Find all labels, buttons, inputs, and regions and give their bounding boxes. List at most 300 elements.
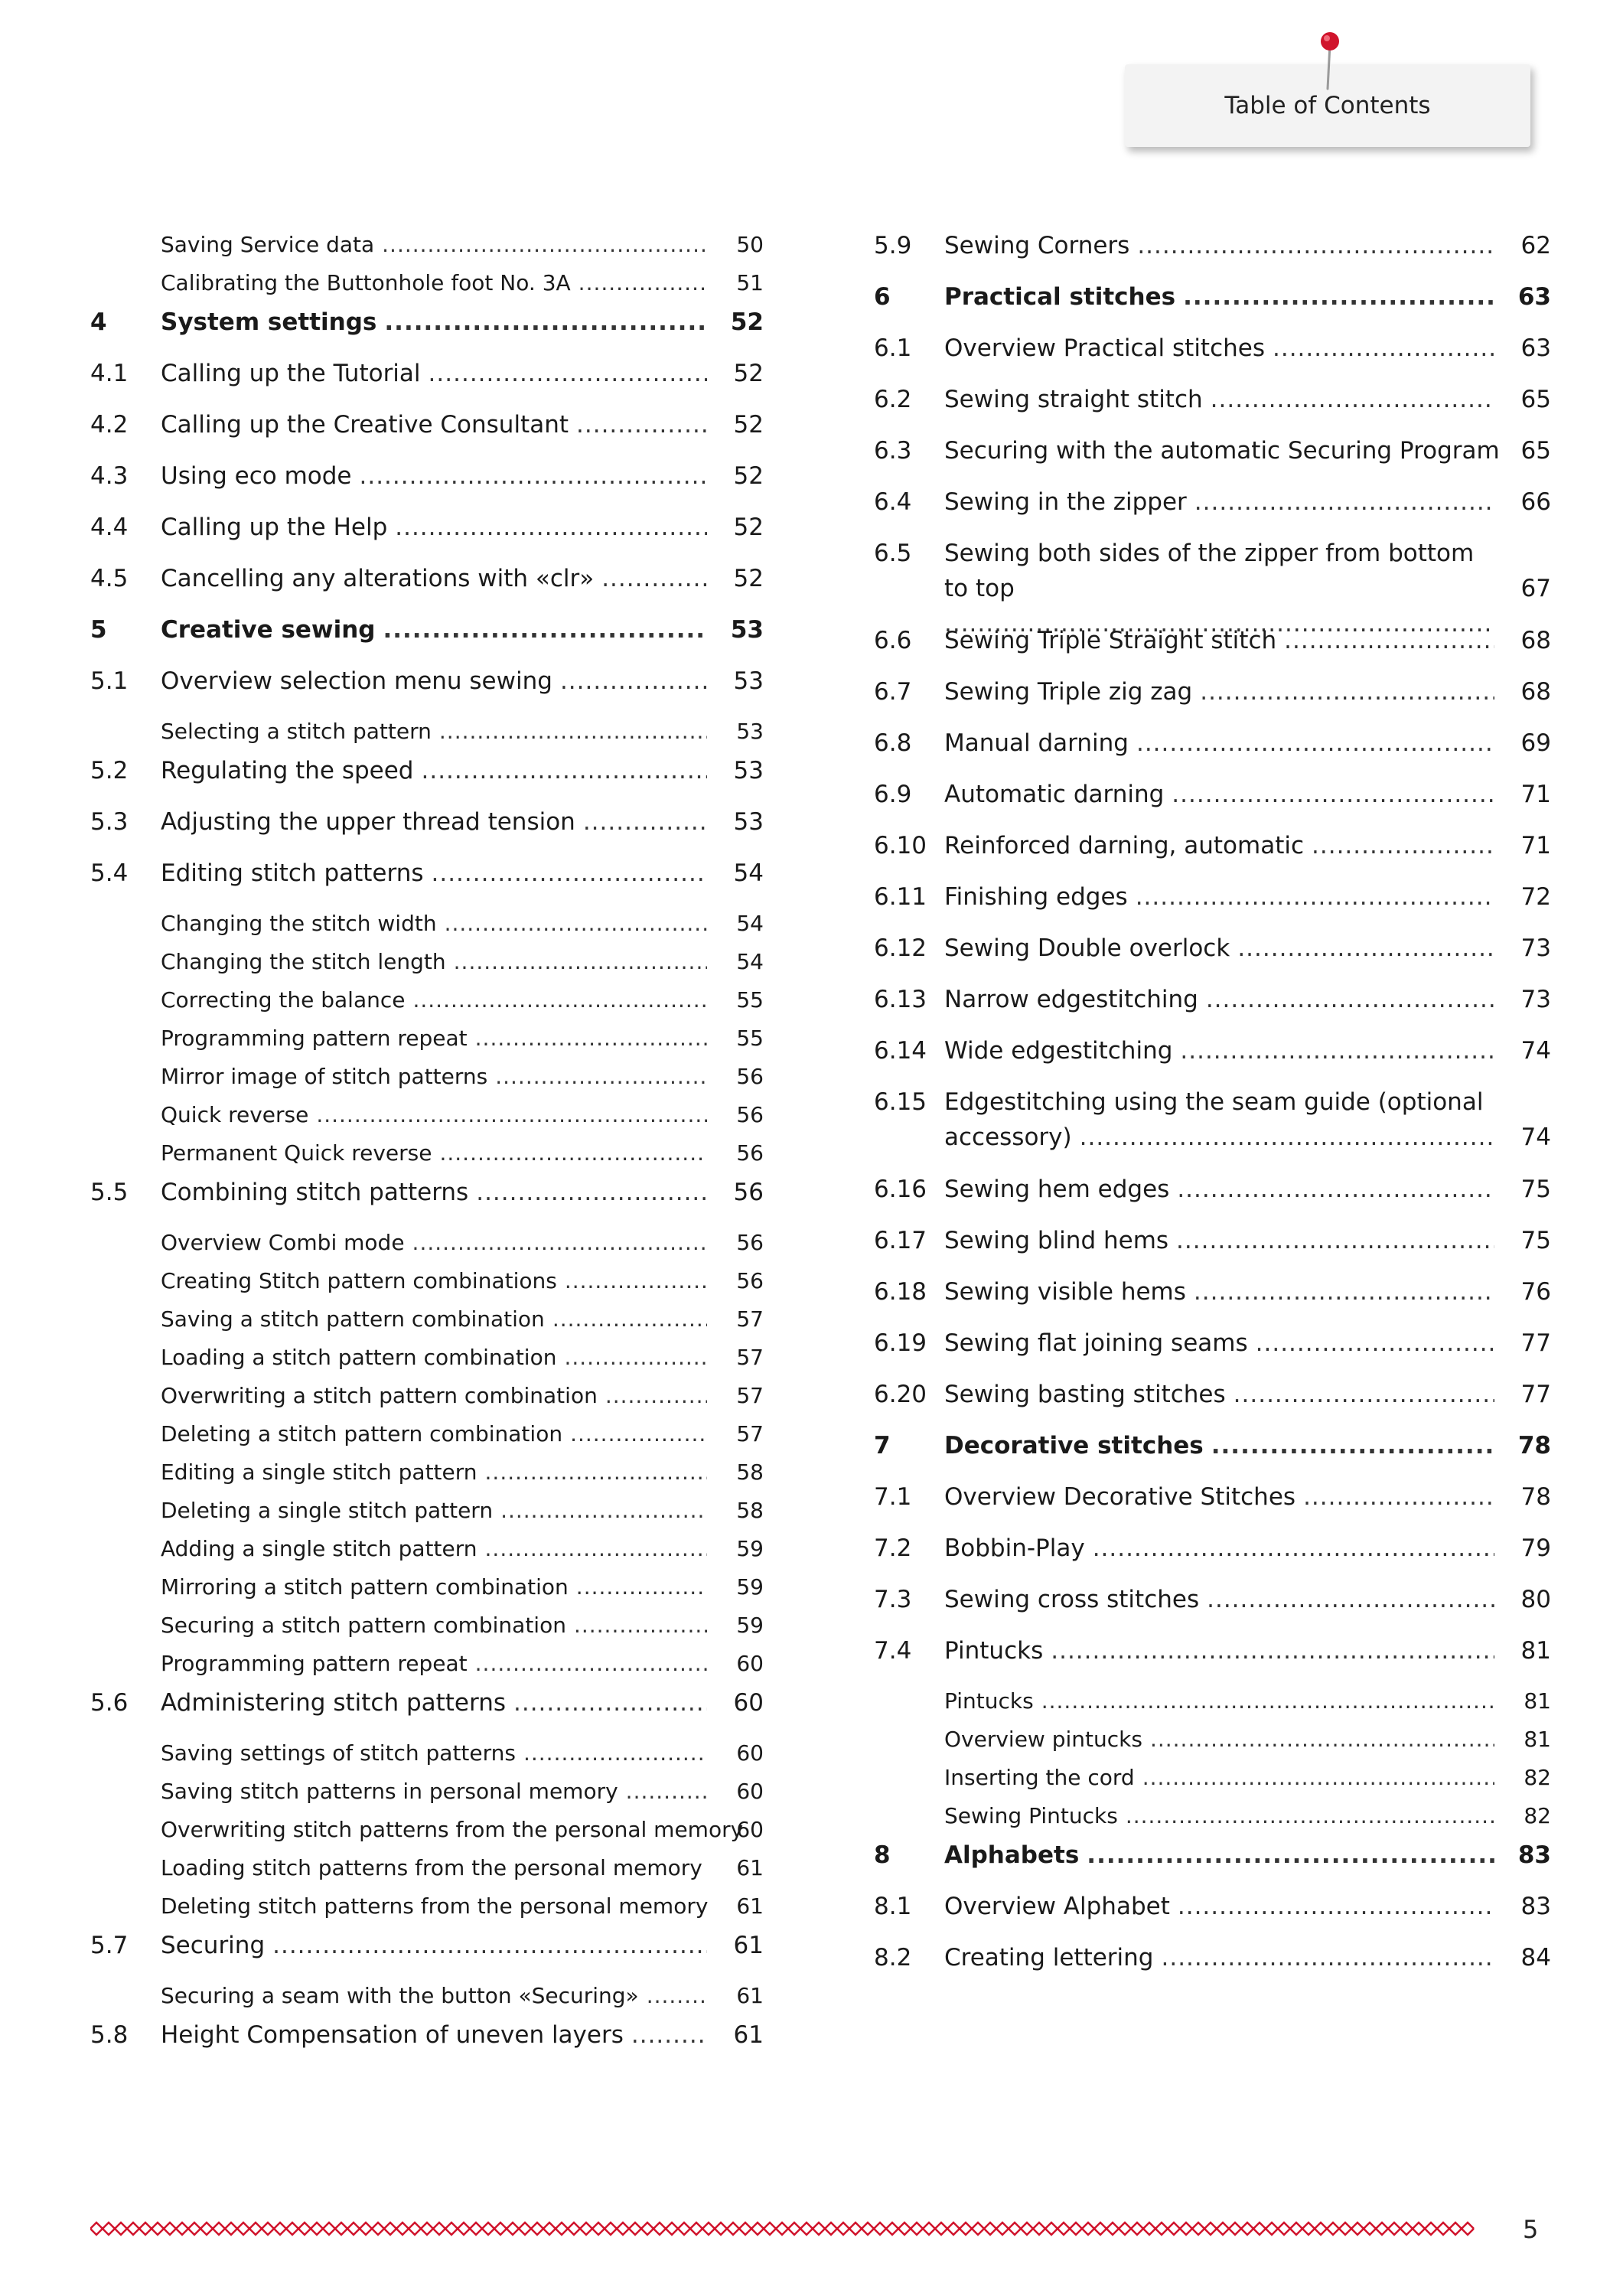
toc-entry[interactable] — [90, 612, 764, 664]
toc-entry-title: Selecting a stitch pattern — [161, 719, 432, 744]
toc-entry-page: 80 — [1520, 1586, 1551, 1613]
toc-entry-page: 68 — [1520, 627, 1551, 654]
toc-entry-page: 53 — [736, 719, 764, 744]
dot-leader — [1177, 1172, 1494, 1207]
toc-entry-page: 53 — [733, 757, 764, 784]
stitch-line-lower — [90, 2229, 1474, 2235]
dot-leader — [384, 305, 707, 340]
decorative-stitch-border — [90, 2219, 1475, 2238]
dot-leader — [1142, 1761, 1494, 1795]
toc-entry[interactable] — [874, 879, 1551, 931]
toc-entry[interactable] — [90, 510, 764, 561]
toc-entry[interactable] — [90, 1851, 764, 1890]
dot-leader — [605, 1379, 707, 1413]
toc-entry-title: Saving Service data — [161, 232, 375, 257]
toc-entry-title: Creating Stitch pattern combinations — [161, 1268, 557, 1293]
toc-entry-page: 82 — [1524, 1765, 1551, 1790]
toc-entry-page: 61 — [733, 1932, 764, 1959]
toc-entry-number: 4.2 — [90, 411, 129, 439]
toc-entry-title: Using eco mode — [161, 462, 352, 490]
toc-entry-page: 78 — [1520, 1483, 1551, 1511]
toc-entry-page: 77 — [1520, 1381, 1551, 1408]
toc-entry-title: Cancelling any alterations with «clr» — [161, 565, 595, 592]
toc-entry-title: Programming pattern repeat — [161, 1651, 468, 1676]
dot-leader — [523, 1737, 707, 1770]
toc-entry-page: 52 — [733, 360, 764, 387]
dot-leader — [1206, 982, 1494, 1017]
toc-entry-page: 55 — [736, 987, 764, 1013]
dot-leader — [1172, 777, 1494, 812]
toc-entry-title: Alphabets — [944, 1841, 1080, 1869]
toc-entry-title: Loading a stitch pattern combination — [161, 1345, 557, 1370]
toc-entry[interactable] — [90, 1226, 764, 1264]
dot-leader — [445, 907, 707, 941]
dot-leader — [1200, 674, 1494, 709]
toc-entry-page: 60 — [736, 1779, 764, 1804]
toc-entry[interactable] — [90, 1813, 764, 1851]
dot-leader — [576, 1570, 707, 1604]
dot-leader — [1126, 1799, 1494, 1833]
dot-leader — [412, 983, 707, 1017]
dot-leader — [1136, 879, 1494, 915]
toc-entry-number: 6.19 — [874, 1329, 927, 1357]
toc-entry[interactable] — [90, 1775, 764, 1813]
toc-entry-number: 6.8 — [874, 729, 912, 757]
toc-entry-page: 83 — [1517, 1841, 1551, 1869]
toc-entry-page: 63 — [1517, 283, 1551, 311]
dot-leader — [1161, 1940, 1494, 1975]
toc-entry-title: Automatic darning — [944, 781, 1165, 808]
toc-entry-page: 83 — [1520, 1893, 1551, 1920]
toc-entry-number: 6.13 — [874, 986, 927, 1013]
toc-entry-number: 6.11 — [874, 883, 927, 911]
toc-entry-page: 79 — [1520, 1534, 1551, 1562]
dot-leader — [485, 1532, 707, 1566]
toc-entry[interactable] — [90, 228, 764, 266]
toc-entry[interactable] — [874, 1531, 1551, 1582]
toc-entry-number: 6.18 — [874, 1278, 927, 1306]
toc-entry-title: Overview Combi mode — [161, 1230, 405, 1255]
toc-entry[interactable] — [874, 1633, 1551, 1684]
toc-entry[interactable] — [90, 1647, 764, 1685]
toc-entry-page: 59 — [736, 1574, 764, 1600]
toc-entry-page: 59 — [736, 1613, 764, 1638]
dot-leader — [1211, 382, 1494, 417]
toc-entry-number: 6.2 — [874, 386, 912, 413]
toc-entry[interactable] — [90, 1417, 764, 1456]
toc-entry-page: 73 — [1520, 934, 1551, 962]
dot-leader — [1234, 1377, 1494, 1412]
toc-entry[interactable] — [874, 382, 1551, 433]
toc-entry[interactable] — [90, 1494, 764, 1532]
toc-entry[interactable] — [90, 356, 764, 407]
toc-entry-title: Calling up the Creative Consultant — [161, 411, 569, 439]
toc-entry-title: Changing the stitch length — [161, 949, 446, 974]
toc-entry-page: 52 — [733, 411, 764, 439]
toc-entry-title: Overview Alphabet — [944, 1893, 1170, 1920]
toc-entry-title: Overwriting a stitch pattern combination — [161, 1383, 598, 1408]
toc-entry-number: 8 — [874, 1841, 891, 1869]
toc-entry-page: 65 — [1520, 386, 1551, 413]
toc-entry[interactable] — [874, 1084, 1551, 1172]
toc-entry-title: Permanent Quick reverse — [161, 1140, 432, 1166]
toc-entry[interactable] — [874, 1223, 1551, 1274]
toc-entry-number: 8.2 — [874, 1944, 912, 1971]
dot-leader — [395, 510, 707, 545]
toc-column-left — [90, 228, 764, 2069]
dot-leader — [1150, 1723, 1494, 1756]
toc-entry[interactable] — [90, 1264, 764, 1303]
toc-entry-title: Sewing visible hems — [944, 1278, 1186, 1306]
toc-column-right — [874, 228, 1551, 1991]
toc-entry-page: 72 — [1520, 883, 1551, 911]
dot-leader — [485, 1456, 707, 1489]
toc-entry-title: Sewing Pintucks — [944, 1803, 1118, 1828]
toc-entry[interactable] — [874, 1033, 1551, 1084]
toc-entry[interactable] — [90, 1456, 764, 1494]
toc-entry-number: 6.1 — [874, 334, 912, 362]
toc-entry[interactable] — [874, 777, 1551, 828]
toc-entry-title: Sewing both sides of the zipper from bottom to top — [944, 540, 1475, 602]
toc-entry-title: Deleting a single stitch pattern — [161, 1498, 494, 1523]
toc-entry-number: 6.17 — [874, 1227, 927, 1254]
toc-entry[interactable] — [90, 458, 764, 510]
toc-entry-title: Overview pintucks — [944, 1727, 1142, 1752]
toc-entry[interactable] — [874, 674, 1551, 726]
toc-entry[interactable] — [874, 1940, 1551, 1991]
toc-entry-title: Sewing hem edges — [944, 1176, 1170, 1203]
toc-entry-title: Saving stitch patterns in personal memory — [161, 1779, 618, 1804]
toc-entry-number: 6.5 — [874, 540, 912, 567]
toc-entry[interactable] — [90, 1532, 764, 1570]
toc-entry-number: 7.2 — [874, 1534, 912, 1562]
toc-entry-title: Calling up the Tutorial — [161, 360, 421, 387]
toc-entry[interactable] — [90, 1570, 764, 1609]
toc-entry-title: Editing stitch patterns — [161, 859, 424, 887]
dot-leader — [495, 1060, 707, 1094]
toc-entry-title: Administering stitch patterns — [161, 1689, 506, 1717]
dot-leader — [578, 266, 707, 300]
dot-leader — [1194, 484, 1494, 520]
toc-entry-title: Securing a seam with the button «Securing» — [161, 1983, 639, 2008]
toc-entry[interactable] — [90, 266, 764, 305]
dot-leader — [1194, 1274, 1494, 1309]
toc-entry-page: 60 — [736, 1740, 764, 1766]
toc-entry-title: Correcting the balance — [161, 987, 406, 1013]
dot-leader — [513, 1685, 707, 1720]
toc-entry-number: 4.5 — [90, 565, 129, 592]
toc-entry[interactable] — [90, 1379, 764, 1417]
dot-leader — [429, 356, 707, 391]
toc-entry[interactable] — [90, 1022, 764, 1060]
toc-entry[interactable] — [90, 907, 764, 945]
toc-entry-page: 53 — [733, 667, 764, 695]
toc-entry-page: 52 — [730, 308, 764, 336]
toc-entry[interactable] — [90, 1685, 764, 1737]
dot-leader — [1137, 228, 1494, 263]
toc-entry-page: 54 — [736, 949, 764, 974]
dot-leader — [1093, 1531, 1494, 1566]
toc-entry[interactable] — [90, 1609, 764, 1647]
toc-entry-number: 5.6 — [90, 1689, 129, 1717]
toc-entry-number: 7.1 — [874, 1483, 912, 1511]
toc-entry[interactable] — [874, 1799, 1551, 1838]
toc-entry[interactable] — [874, 1326, 1551, 1377]
toc-entry[interactable] — [874, 1684, 1551, 1723]
dot-leader — [1273, 331, 1494, 366]
toc-entry-page: 67 — [1520, 575, 1551, 602]
toc-entry-page: 78 — [1517, 1432, 1551, 1459]
toc-entry-page: 51 — [736, 270, 764, 295]
dot-leader — [475, 1647, 707, 1681]
toc-entry[interactable] — [90, 1928, 764, 1979]
toc-entry[interactable] — [90, 2017, 764, 2069]
toc-entry-number: 6.7 — [874, 678, 912, 706]
toc-entry-page: 76 — [1520, 1278, 1551, 1306]
toc-entry-page: 52 — [733, 462, 764, 490]
toc-entry[interactable] — [90, 1060, 764, 1098]
dot-leader — [439, 1137, 707, 1170]
toc-entry-title-continued: accessory) — [944, 1124, 1072, 1151]
toc-entry-title: Mirror image of stitch patterns — [161, 1064, 488, 1089]
dot-leader — [476, 1175, 707, 1210]
toc-entry[interactable] — [874, 1838, 1551, 1889]
toc-entry[interactable] — [874, 726, 1551, 777]
toc-entry-title: Inserting the cord — [944, 1765, 1135, 1790]
toc-entry-page: 54 — [733, 859, 764, 887]
toc-entry[interactable] — [874, 1377, 1551, 1428]
toc-entry-number: 5.5 — [90, 1179, 129, 1206]
toc-entry-page: 61 — [733, 2021, 764, 2049]
toc-entry-title: Editing a single stitch pattern — [161, 1459, 477, 1485]
toc-entry-page: 82 — [1524, 1803, 1551, 1828]
dot-leader — [1211, 1428, 1494, 1463]
toc-entry[interactable] — [874, 931, 1551, 982]
toc-entry[interactable] — [90, 856, 764, 907]
toc-entry-page: 56 — [736, 1268, 764, 1293]
toc-entry-page: 60 — [736, 1651, 764, 1676]
toc-entry-number: 4.3 — [90, 462, 129, 490]
toc-entry[interactable] — [90, 1303, 764, 1341]
dot-leader — [1284, 623, 1494, 658]
toc-entry-page: 65 — [1520, 437, 1551, 465]
toc-entry[interactable] — [874, 828, 1551, 879]
dot-leader — [1237, 931, 1494, 966]
toc-entry-page: 81 — [1524, 1727, 1551, 1752]
dot-leader — [1183, 279, 1494, 315]
dot-leader — [500, 1494, 707, 1528]
toc-entry-title: Deleting a stitch pattern combination — [161, 1421, 563, 1446]
toc-entry[interactable] — [874, 433, 1551, 484]
toc-entry-number: 6 — [874, 283, 891, 311]
dot-leader — [1087, 1838, 1494, 1873]
toc-entry-title: Saving a stitch pattern combination — [161, 1306, 545, 1332]
toc-entry-title: Edgestitching using the seam guide (optional — [944, 1088, 1484, 1116]
dot-leader — [1180, 1033, 1494, 1068]
dot-leader — [1178, 1889, 1494, 1924]
toc-entry-title: Sewing Corners — [944, 232, 1130, 259]
toc-entry[interactable] — [90, 753, 764, 804]
toc-entry[interactable] — [90, 1341, 764, 1379]
toc-entry-number: 6.12 — [874, 934, 927, 962]
toc-entry-title: Sewing basting stitches — [944, 1381, 1226, 1408]
toc-entry-number: 4.1 — [90, 360, 129, 387]
toc-entry-number: 5.3 — [90, 808, 129, 836]
toc-entry-number: 6.15 — [874, 1088, 927, 1116]
toc-entry-page: 57 — [736, 1345, 764, 1370]
toc-entry-title: Loading stitch patterns from the personal memory — [161, 1855, 702, 1880]
dot-leader — [475, 1022, 707, 1055]
dot-leader — [574, 1609, 707, 1642]
toc-entry[interactable] — [874, 1889, 1551, 1940]
toc-entry-title: Adding a single stitch pattern — [161, 1536, 477, 1561]
toc-entry-title: Sewing Double overlock — [944, 934, 1230, 962]
toc-entry-title: Saving settings of stitch patterns — [161, 1740, 516, 1766]
toc-entry-page: 60 — [733, 1689, 764, 1717]
dot-leader — [552, 1303, 707, 1336]
toc-entry-page: 58 — [736, 1459, 764, 1485]
toc-entry-title: Securing with the automatic Securing Program — [944, 437, 1500, 465]
toc-entry-title: Sewing flat joining seams — [944, 1329, 1248, 1357]
dot-leader — [421, 753, 707, 788]
toc-entry[interactable] — [874, 1479, 1551, 1531]
toc-entry[interactable] — [874, 1761, 1551, 1799]
toc-entry[interactable] — [874, 279, 1551, 331]
toc-entry-page: 74 — [1520, 1037, 1551, 1065]
toc-entry-title: Creative sewing — [161, 616, 376, 644]
toc-entry-number: 6.4 — [874, 488, 912, 516]
toc-entry[interactable] — [874, 331, 1551, 382]
dot-leader — [1303, 1479, 1494, 1515]
toc-entry-title: Sewing in the zipper — [944, 488, 1187, 516]
toc-entry[interactable] — [874, 228, 1551, 279]
section-header-title: Table of Contents — [1224, 92, 1431, 119]
toc-entry-title: Bobbin-Play — [944, 1534, 1085, 1562]
toc-entry[interactable] — [874, 623, 1551, 674]
toc-entry[interactable] — [874, 484, 1551, 536]
toc-entry[interactable] — [874, 1274, 1551, 1326]
toc-entry-page: 75 — [1520, 1176, 1551, 1203]
toc-entry[interactable] — [90, 1737, 764, 1775]
dot-leader — [359, 458, 707, 494]
toc-entry-page: 56 — [736, 1102, 764, 1127]
toc-entry-title: Sewing Triple zig zag — [944, 678, 1193, 706]
toc-entry-title: Practical stitches — [944, 283, 1176, 311]
toc-entry-title: Sewing Triple Straight stitch — [944, 627, 1277, 654]
toc-entry[interactable] — [90, 561, 764, 612]
dot-leader — [432, 856, 708, 891]
dot-leader — [439, 715, 707, 748]
toc-entry-number: 5.8 — [90, 2021, 129, 2049]
toc-entry-title: Narrow edgestitching — [944, 986, 1198, 1013]
toc-entry-page: 52 — [733, 565, 764, 592]
toc-entry-page: 63 — [1520, 334, 1551, 362]
dot-leader — [560, 664, 707, 699]
toc-entry-number: 6.20 — [874, 1381, 927, 1408]
dot-leader — [1176, 1223, 1494, 1258]
toc-entry-page: 75 — [1520, 1227, 1551, 1254]
toc-entry-page: 52 — [733, 514, 764, 541]
toc-entry[interactable] — [90, 1098, 764, 1137]
dot-leader — [601, 561, 707, 596]
toc-entry-title: Deleting stitch patterns from the personal memory — [161, 1893, 709, 1919]
toc-entry-page: 55 — [736, 1026, 764, 1051]
toc-entry[interactable] — [90, 1175, 764, 1226]
toc-entry-title: Securing — [161, 1932, 266, 1959]
toc-entry-page: 56 — [736, 1064, 764, 1089]
dot-leader — [412, 1226, 707, 1260]
toc-entry-page: 61 — [736, 1893, 764, 1919]
toc-entry-number: 6.10 — [874, 832, 927, 859]
toc-entry-number: 6.9 — [874, 781, 912, 808]
toc-entry-page: 74 — [1520, 1124, 1551, 1151]
toc-entry[interactable] — [90, 1137, 764, 1175]
toc-entry[interactable] — [90, 664, 764, 715]
toc-entry-title: Wide edgestitching — [944, 1037, 1173, 1065]
toc-entry[interactable] — [90, 715, 764, 753]
dot-leader — [1256, 1326, 1494, 1361]
toc-entry[interactable] — [90, 1890, 764, 1928]
toc-entry[interactable] — [874, 1428, 1551, 1479]
toc-entry[interactable] — [874, 1172, 1551, 1223]
toc-entry-title: Height Compensation of uneven layers — [161, 2021, 624, 2049]
toc-entry[interactable] — [90, 305, 764, 356]
toc-entry[interactable] — [874, 982, 1551, 1033]
toc-entry[interactable] — [874, 536, 1551, 623]
dot-leader — [1080, 1120, 1494, 1155]
toc-entry-number: 6.3 — [874, 437, 912, 465]
toc-entry-page: 56 — [733, 1179, 764, 1206]
toc-entry[interactable] — [874, 1723, 1551, 1761]
toc-entry-title: Reinforced darning, automatic — [944, 832, 1305, 859]
toc-entry[interactable] — [90, 983, 764, 1022]
toc-entry-title: Overwriting stitch patterns from the personal memory — [161, 1817, 744, 1842]
toc-entry-title: Overview Practical stitches — [944, 334, 1265, 362]
toc-entry-title: Pintucks — [944, 1688, 1034, 1714]
toc-entry-title: Securing a stitch pattern combination — [161, 1613, 566, 1638]
dot-leader — [383, 612, 707, 647]
toc-entry-page: 69 — [1520, 729, 1551, 757]
toc-entry-page: 57 — [736, 1421, 764, 1446]
toc-entry[interactable] — [90, 945, 764, 983]
dot-leader — [316, 1098, 707, 1132]
toc-entry-title: Programming pattern repeat — [161, 1026, 468, 1051]
toc-entry-number: 6.16 — [874, 1176, 927, 1203]
toc-entry-title: Manual darning — [944, 729, 1129, 757]
dot-leader — [454, 945, 707, 979]
toc-entry-page: 59 — [736, 1536, 764, 1561]
toc-entry-number: 6.6 — [874, 627, 912, 654]
toc-entry-title: Sewing straight stitch — [944, 386, 1203, 413]
toc-entry[interactable] — [90, 804, 764, 856]
toc-entry-page: 68 — [1520, 678, 1551, 706]
toc-entry-number: 5.4 — [90, 859, 129, 887]
toc-entry-number: 7 — [874, 1432, 891, 1459]
toc-entry-page: 81 — [1524, 1688, 1551, 1714]
toc-entry-number: 4 — [90, 308, 107, 336]
dot-leader — [1136, 726, 1494, 761]
toc-entry[interactable] — [874, 1582, 1551, 1633]
toc-entry-title: Changing the stitch width — [161, 911, 437, 936]
dot-leader — [382, 228, 707, 262]
toc-entry-number: 4.4 — [90, 514, 129, 541]
dot-leader — [631, 2017, 707, 2053]
toc-entry-title: Pintucks — [944, 1637, 1044, 1665]
dot-leader — [1041, 1684, 1494, 1718]
toc-entry-page: 61 — [736, 1983, 764, 2008]
toc-entry[interactable] — [90, 1979, 764, 2017]
toc-entry[interactable] — [90, 407, 764, 458]
